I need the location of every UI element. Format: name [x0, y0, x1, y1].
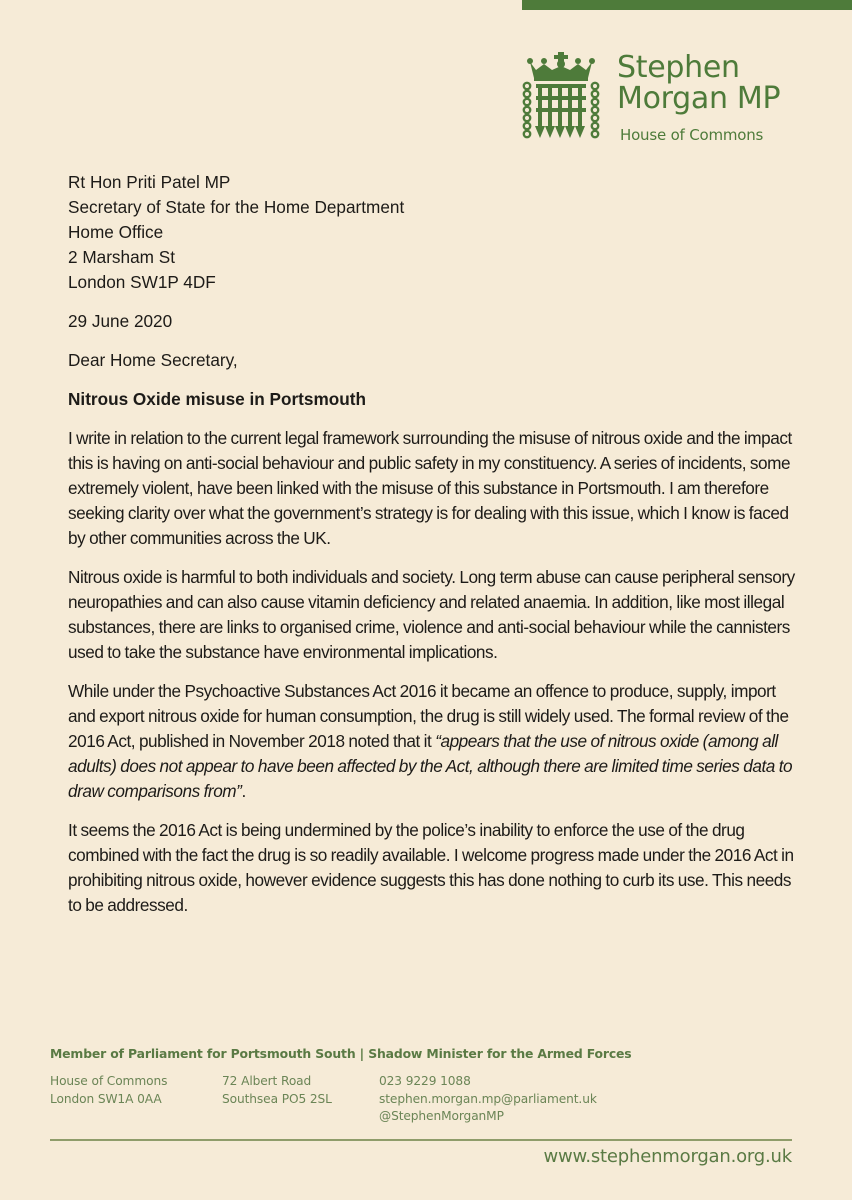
paragraph-3-end: . [241, 781, 246, 801]
review-quote: “appears that the use of nitrous oxide (among all adults) does not appear to have been affected by the Act, although there are limited time series data to draw comparisons from” [68, 731, 793, 801]
recipient-line: Rt Hon Priti Patel MP [68, 172, 231, 192]
paragraph-3-text: While under the Psychoactive Substances Act 2016 it became an offence to produce, supply, import and export nitrous oxide for human consumption, the drug is still widely used. The formal review of the 2016 Act, published in November 2018 noted that it [68, 681, 789, 751]
footer-title: Member of Parliament for Portsmouth South | Shadow Minister for the Armed Forces [50, 1046, 632, 1061]
footer-address-parliament [50, 1073, 167, 1108]
letter-date: 29 June 2020 [68, 311, 173, 331]
letterhead-name-line2: Morgan MP [617, 81, 781, 116]
paragraph-3 [68, 679, 798, 804]
footer-line: Southsea PO5 2SL [222, 1091, 332, 1106]
salutation: Dear Home Secretary, [68, 350, 238, 370]
letterhead-name [617, 52, 780, 114]
letter-subject: Nitrous Oxide misuse in Portsmouth [68, 389, 366, 409]
letterhead-subtitle: House of Commons [620, 126, 764, 144]
paragraph-1: I write in relation to the current legal framework surrounding the misuse of nitrous oxide and the impact this is having on anti-social behaviour and public safety in my constituency. A series of incidents, some extremely violent, have been linked with the misuse of this substance in Portsmouth. I am therefore seeking clarity over what the government’s strategy is for dealing with this issue, which I know is faced by other communities across the UK. [68, 428, 792, 548]
portcullis-icon [522, 52, 600, 140]
footer-email[interactable]: stephen.morgan.mp@parliament.uk [379, 1091, 597, 1106]
recipient-line: London SW1P 4DF [68, 272, 216, 292]
footer-phone: 023 9229 1088 [379, 1074, 471, 1088]
recipient-address [68, 170, 798, 295]
footer-line: London SW1A 0AA [50, 1091, 162, 1106]
letterhead-name-line1: Stephen [617, 50, 740, 85]
footer-website-link[interactable]: www.stephenmorgan.org.uk [543, 1146, 792, 1167]
letter-body [68, 170, 798, 918]
paragraph-2: Nitrous oxide is harmful to both individuals and society. Long term abuse can cause peripheral sensory neuropathies and can also cause vitamin deficiency and related anaemia. In addition, like most illegal substances, there are links to organised crime, violence and anti-social behaviour while the cannisters used to take the substance have environmental implications. [68, 567, 795, 662]
footer-line: 72 Albert Road [222, 1074, 312, 1088]
recipient-line: 2 Marsham St [68, 247, 175, 267]
footer-divider [50, 1139, 792, 1141]
footer-contact [379, 1073, 597, 1126]
recipient-line: Secretary of State for the Home Department [68, 197, 405, 217]
footer-address-constituency [222, 1073, 332, 1108]
paragraph-4: It seems the 2016 Act is being undermined by the police’s inability to enforce the use of the drug combined with the fact the drug is so readily available. I welcome progress made under the 2016 Act in prohibiting nitrous oxide, however evidence suggests this has done nothing to curb its use. This needs to be addressed. [68, 820, 794, 915]
footer-twitter[interactable]: @StephenMorganMP [379, 1109, 504, 1123]
header-accent-bar [522, 0, 852, 10]
footer-line: House of Commons [50, 1074, 168, 1088]
recipient-line: Home Office [68, 222, 164, 242]
